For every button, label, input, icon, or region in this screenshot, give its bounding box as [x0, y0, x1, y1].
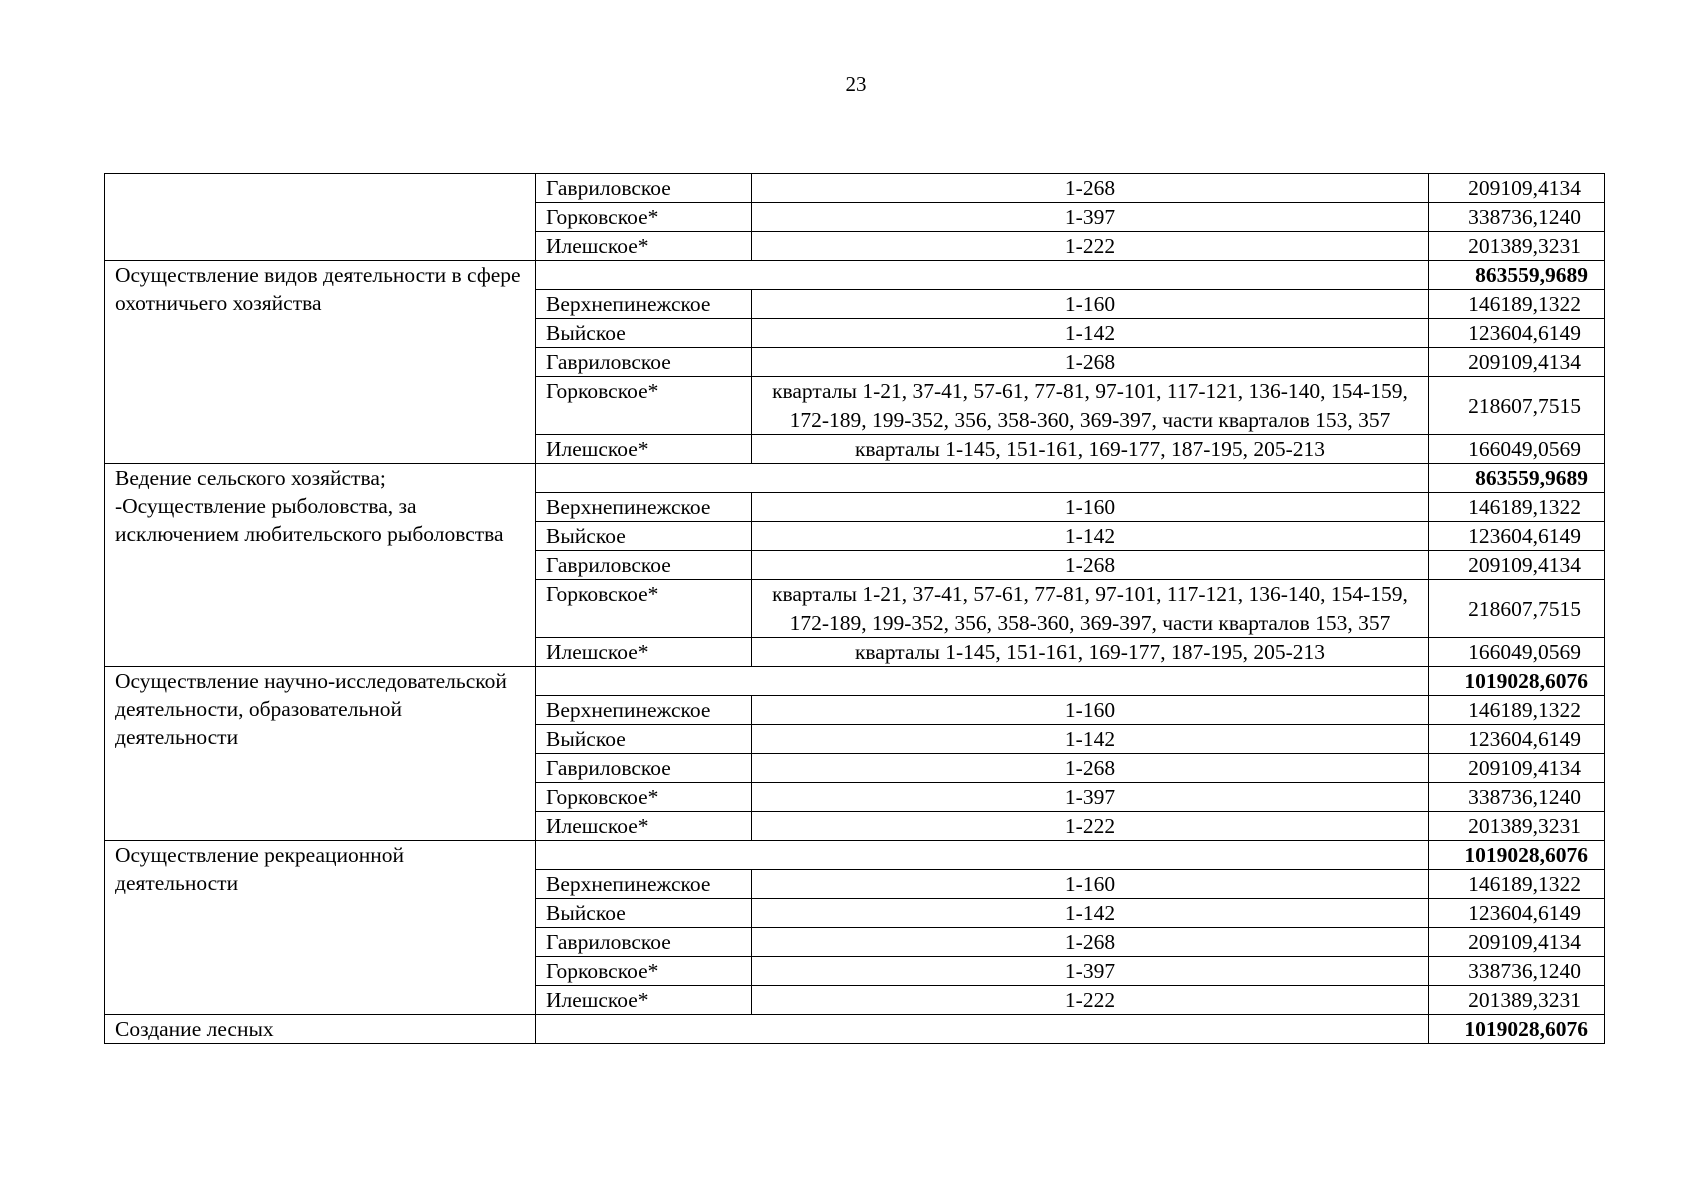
total-label-cell [536, 667, 1429, 696]
activity-cell: Осуществление видов деятельности в сфере охотничьего хозяйства [105, 261, 536, 464]
area-cell: 209109,4134 [1429, 928, 1605, 957]
forestry-cell: Горковское* [536, 957, 752, 986]
group-total-area: 1019028,6076 [1429, 667, 1605, 696]
quarters-cell: 1-222 [752, 812, 1429, 841]
group-total-area: 863559,9689 [1429, 261, 1605, 290]
total-label-cell [536, 1015, 1429, 1044]
activity-cell: Осуществление рекреационной деятельности [105, 841, 536, 1015]
quarters-cell: 1-142 [752, 319, 1429, 348]
group-total-area: 1019028,6076 [1429, 841, 1605, 870]
quarters-cell: кварталы 1-145, 151-161, 169-177, 187-195, 205-213 [752, 435, 1429, 464]
forestry-cell: Верхнепинежское [536, 870, 752, 899]
forestry-cell: Илешское* [536, 812, 752, 841]
area-cell: 166049,0569 [1429, 638, 1605, 667]
forestry-cell: Выйское [536, 522, 752, 551]
forest-use-table [104, 173, 1605, 1044]
forestry-cell: Верхнепинежское [536, 493, 752, 522]
group-total-row [105, 1015, 1605, 1044]
forestry-cell: Гавриловское [536, 551, 752, 580]
table-row [105, 174, 1605, 203]
group-total-row [105, 667, 1605, 696]
quarters-cell: 1-160 [752, 696, 1429, 725]
activity-cell: Осуществление научно-исследовательской деятельности, образовательной деятельности [105, 667, 536, 841]
area-cell: 166049,0569 [1429, 435, 1605, 464]
forestry-cell: Горковское* [536, 377, 752, 435]
area-cell: 338736,1240 [1429, 957, 1605, 986]
total-label-cell [536, 464, 1429, 493]
forestry-cell: Илешское* [536, 638, 752, 667]
page-number: 23 [845, 72, 867, 96]
total-label-cell [536, 261, 1429, 290]
quarters-cell: 1-142 [752, 522, 1429, 551]
quarters-cell: 1-222 [752, 232, 1429, 261]
area-cell: 338736,1240 [1429, 783, 1605, 812]
forestry-cell: Гавриловское [536, 174, 752, 203]
quarters-cell: 1-397 [752, 783, 1429, 812]
activity-cell: Ведение сельского хозяйства; -Осуществление рыболовства, за исключением любительского рыболовства [105, 464, 536, 667]
forestry-cell: Горковское* [536, 783, 752, 812]
quarters-cell: кварталы 1-145, 151-161, 169-177, 187-195, 205-213 [752, 638, 1429, 667]
quarters-cell: 1-222 [752, 986, 1429, 1015]
forestry-cell: Верхнепинежское [536, 696, 752, 725]
activity-cell-continued [105, 174, 536, 261]
area-cell: 146189,1322 [1429, 870, 1605, 899]
quarters-cell: 1-268 [752, 928, 1429, 957]
area-cell: 146189,1322 [1429, 290, 1605, 319]
area-cell: 146189,1322 [1429, 696, 1605, 725]
quarters-cell: кварталы 1-21, 37-41, 57-61, 77-81, 97-101, 117-121, 136-140, 154-159, 172-189, 199-352, 356, 358-360, 369-397, части кварталов 153, 357 [752, 377, 1429, 435]
area-cell: 123604,6149 [1429, 725, 1605, 754]
forestry-cell: Гавриловское [536, 928, 752, 957]
forestry-cell: Илешское* [536, 232, 752, 261]
area-cell: 123604,6149 [1429, 899, 1605, 928]
quarters-cell: 1-160 [752, 290, 1429, 319]
forestry-cell: Гавриловское [536, 754, 752, 783]
area-cell: 146189,1322 [1429, 493, 1605, 522]
area-cell: 209109,4134 [1429, 348, 1605, 377]
quarters-cell: 1-160 [752, 870, 1429, 899]
group-total-row [105, 261, 1605, 290]
area-cell: 123604,6149 [1429, 522, 1605, 551]
forestry-cell: Выйское [536, 899, 752, 928]
area-cell: 218607,7515 [1429, 377, 1605, 435]
forestry-cell: Выйское [536, 319, 752, 348]
area-cell: 209109,4134 [1429, 754, 1605, 783]
forestry-cell: Горковское* [536, 203, 752, 232]
forestry-cell: Горковское* [536, 580, 752, 638]
quarters-cell: 1-160 [752, 493, 1429, 522]
quarters-cell: 1-142 [752, 899, 1429, 928]
area-cell: 338736,1240 [1429, 203, 1605, 232]
area-cell: 209109,4134 [1429, 174, 1605, 203]
forestry-cell: Илешское* [536, 986, 752, 1015]
area-cell: 201389,3231 [1429, 232, 1605, 261]
area-cell: 201389,3231 [1429, 812, 1605, 841]
area-cell: 209109,4134 [1429, 551, 1605, 580]
area-cell: 201389,3231 [1429, 986, 1605, 1015]
quarters-cell: кварталы 1-21, 37-41, 57-61, 77-81, 97-101, 117-121, 136-140, 154-159, 172-189, 199-352, 356, 358-360, 369-397, части кварталов 153, 357 [752, 580, 1429, 638]
forestry-cell: Выйское [536, 725, 752, 754]
quarters-cell: 1-268 [752, 348, 1429, 377]
area-cell: 123604,6149 [1429, 319, 1605, 348]
quarters-cell: 1-142 [752, 725, 1429, 754]
quarters-cell: 1-268 [752, 754, 1429, 783]
quarters-cell: 1-268 [752, 551, 1429, 580]
activity-cell: Создание лесных [105, 1015, 536, 1044]
quarters-cell: 1-268 [752, 174, 1429, 203]
total-label-cell [536, 841, 1429, 870]
group-total-area: 863559,9689 [1429, 464, 1605, 493]
quarters-cell: 1-397 [752, 957, 1429, 986]
forestry-cell: Гавриловское [536, 348, 752, 377]
forestry-cell: Верхнепинежское [536, 290, 752, 319]
group-total-row [105, 464, 1605, 493]
forestry-cell: Илешское* [536, 435, 752, 464]
group-total-area: 1019028,6076 [1429, 1015, 1605, 1044]
quarters-cell: 1-397 [752, 203, 1429, 232]
group-total-row [105, 841, 1605, 870]
area-cell: 218607,7515 [1429, 580, 1605, 638]
